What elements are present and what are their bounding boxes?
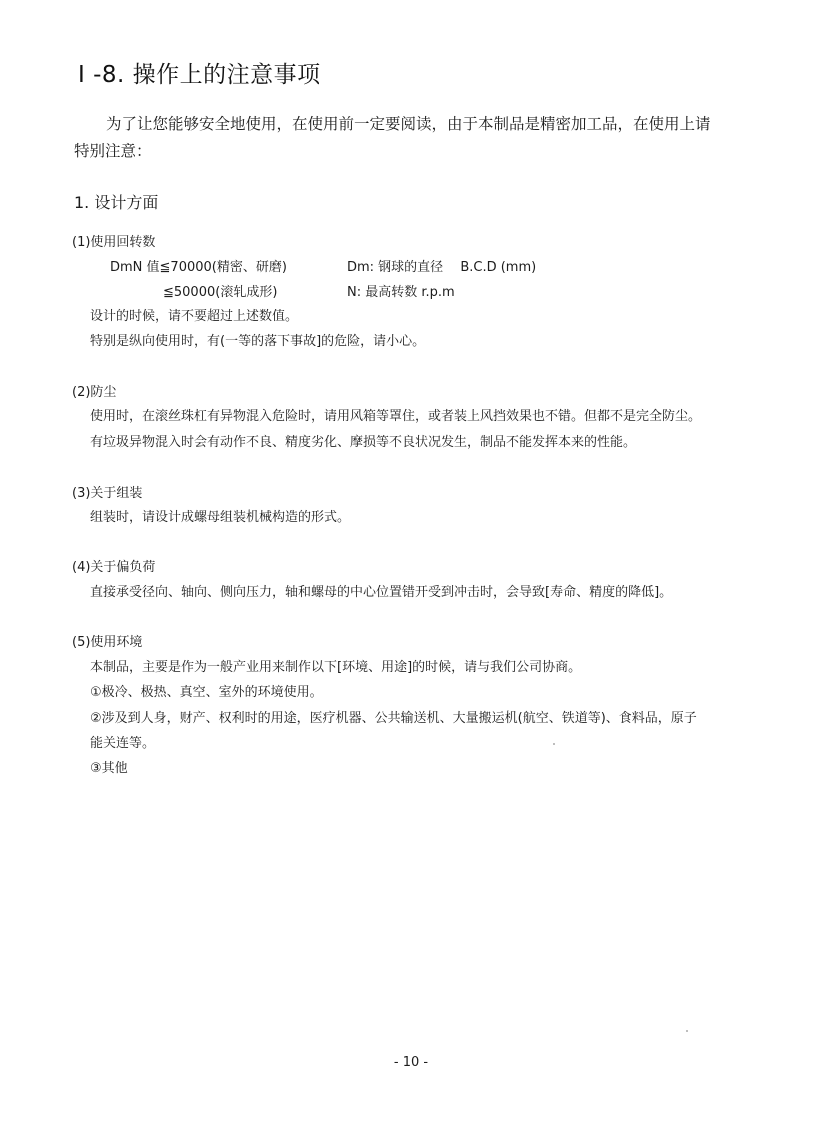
page-title: Ⅰ -8. 操作上的注意事项 [78,62,321,88]
item5-line-3: ②涉及到人身，财产、权利时的用途，医疗机器、公共输送机、大量搬运机(航空、铁道等)、食料品，原子 [90,711,697,726]
item4-heading: (4)关于偏负荷 [72,560,156,575]
formula-dm-definition: Dm: 钢球的直径 B.C.D (mm) [347,260,537,275]
item2-heading: (2)防尘 [72,385,117,400]
item5-line-2: ①极冷、极热、真空、室外的环境使用。 [90,685,323,700]
page-number: - 10 - [393,1055,429,1070]
intro-line-2: 特别注意： [74,142,152,160]
item2-line-1: 使用时，在滚丝珠杠有异物混入危险时，请用风箱等罩住，或者装上风挡效果也不错。但都不是完全防尘。 [90,409,702,424]
item2-line-2: 有垃圾异物混入时会有动作不良、精度劣化、摩损等不良状况发生，制品不能发挥本来的性能。 [90,435,637,450]
item3-heading: (3)关于组装 [72,486,143,501]
item3-line-1: 组装时，请设计成螺母组装机械构造的形式。 [90,510,351,525]
section-heading-design: 1. 设计方面 [74,193,159,212]
item1-heading: (1)使用回转数 [72,235,156,250]
item5-line-4: 能关连等。 [90,736,156,751]
item4-line-1: 直接承受径向、轴向、侧向压力，轴和螺母的中心位置错开受到冲击时，会导致[寿命、精度的降低]。 [90,585,673,600]
formula-dmn-rolled: ≦50000(滚轧成形) [163,285,278,300]
scan-speck [553,743,555,745]
formula-dmn-precision: DmN 值≦70000(精密、研磨) [110,260,287,275]
intro-line-1: 为了让您能够安全地使用，在使用前一定要阅读，由于本制品是精密加工品，在使用上请 [106,115,711,133]
formula-n-definition: N: 最高转数 r.p.m [347,285,455,300]
item5-line-5: ③其他 [90,761,128,776]
item1-line-2: 特别是纵向使用时，有(一等的落下事故]的危险，请小心。 [90,334,426,349]
item5-line-1: 本制品，主要是作为一般产业用来制作以下[环境、用途]的时候，请与我们公司协商。 [90,660,582,675]
item1-line-1: 设计的时候，请不要超过上述数值。 [90,309,299,324]
item5-heading: (5)使用环境 [72,635,143,650]
scan-speck [686,1030,688,1032]
